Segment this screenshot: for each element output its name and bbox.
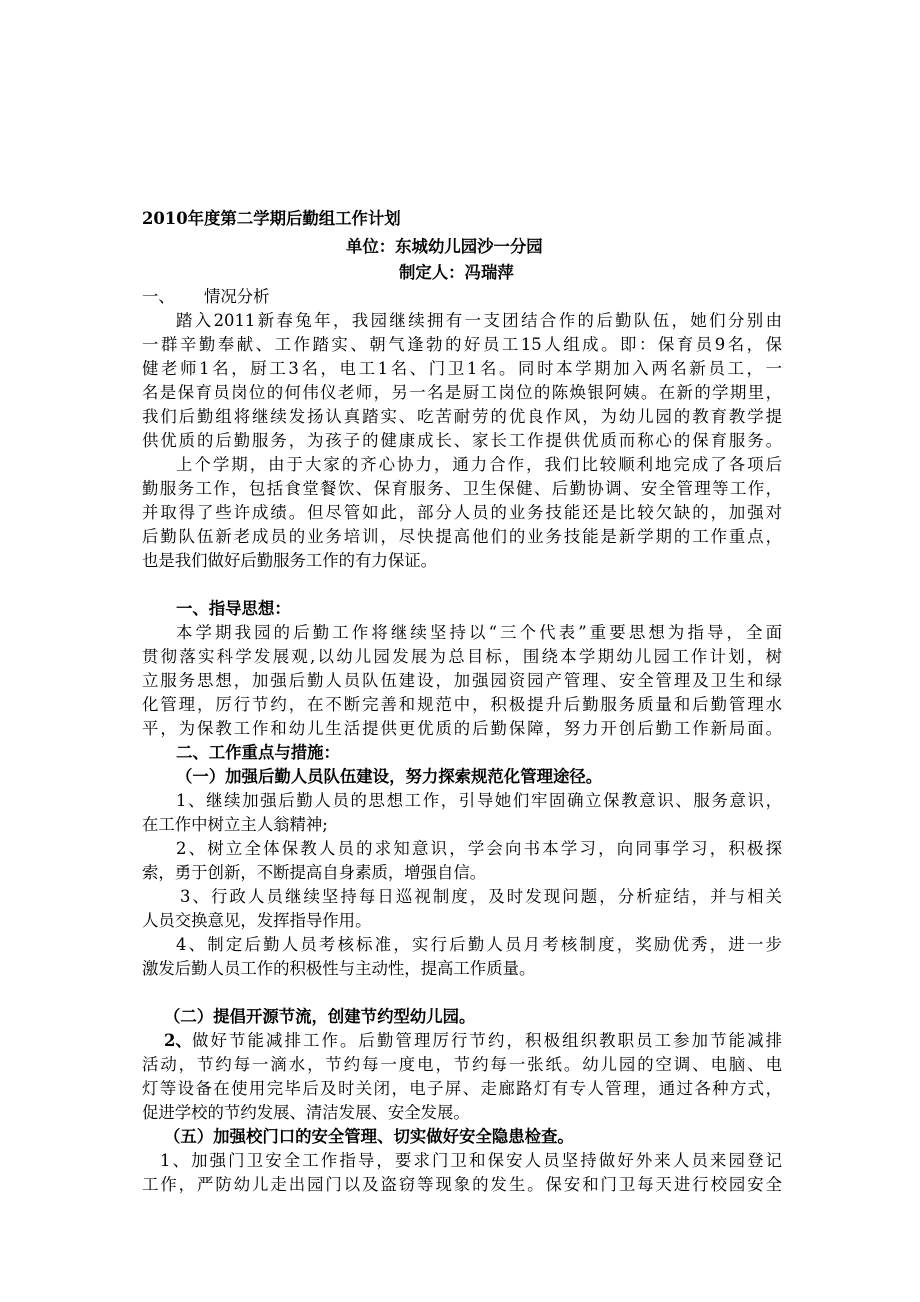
section-title: 情况分析: [204, 287, 270, 306]
list-item-line: 工作，严防幼儿走出园门以及盗窃等现象的发生。保安和门卫每天进行校园安全: [142, 1175, 782, 1194]
paragraph-line: 平，为保教工作和幼儿生活提供更优质的后勤保障，努力开创后勤工作新局面。: [142, 719, 782, 738]
author-line: 制定人：冯瑞萍: [399, 263, 514, 282]
list-item-line: 4、制定后勤人员考核标准，实行后勤人员月考核制度，奖励优秀，进一步: [176, 935, 782, 954]
paragraph-line: 后勤队伍新老成员的业务培训，尽快提高他们的业务技能是新学期的工作重点，: [142, 527, 782, 546]
paragraph-line: 勤服务工作，包括食堂餐饮、保育服务、卫生保健、后勤协调、安全管理等工作，: [142, 479, 782, 498]
paragraph-line: 一群辛勤奉献、工作踏实、朝气逢勃的好员工15人组成。即：保育员9名，保: [142, 335, 782, 354]
list-item-line: 灯等设备在使用完毕后及时关闭，电子屏、走廊路灯有专人管理，通过各种方式，: [142, 1079, 782, 1098]
section-number: 一、: [142, 287, 175, 306]
list-item-line: 人员交换意见，发挥指导作用。: [142, 911, 372, 930]
paragraph-line: 贯彻落实科学发展观,以幼儿园发展为总目标，围绕本学期幼儿园工作计划，树: [142, 647, 782, 666]
paragraph-line: 并取得了些许成绩。但尽管如此，部分人员的业务技能还是比较欠缺的，加强对: [142, 503, 782, 522]
paragraph-line: 本学期我园的后勤工作将继续坚持以“三个代表”重要思想为指导，全面: [176, 623, 782, 642]
list-item-line: 1、继续加强后勤人员的思想工作，引导她们牢固确立保教意识、服务意识，: [176, 791, 782, 810]
list-item-line: 活动，节约每一滴水，节约每一度电，节约每一张纸。幼儿园的空调、电脑、电: [142, 1055, 782, 1074]
subheading-save-resources: （二）提倡开源节流，创建节约型幼儿园。: [164, 1007, 476, 1026]
list-item-number: 2、: [164, 1031, 192, 1050]
list-item-line: 3、行政人员继续坚持每日巡视制度，及时发现问题，分析症结，并与相关: [180, 887, 782, 906]
paragraph-line: 立服务思想，加强后勤人员队伍建设，加强园资园产管理、安全管理及卫生和绿: [142, 671, 782, 690]
paragraph-line: 化管理，厉行节约，在不断完善和规范中，积极提升后勤服务质量和后勤管理水: [142, 695, 782, 714]
list-item-line: 2、树立全体保教人员的求知意识，学会向书本学习，向同事学习，积极探: [176, 839, 782, 858]
paragraph-line: 我们后勤组将继续发扬认真踏实、吃苦耐劳的优良作风，为幼儿园的教育教学提: [142, 407, 782, 426]
heading-focus-measures: 二、工作重点与措施：: [176, 743, 340, 762]
paragraph-line: 名是保育员岗位的何伟仪老师，另一名是厨工岗位的陈焕银阿姨。在新的学期里，: [142, 383, 782, 402]
subheading-team-building: （一）加强后勤人员队伍建设，努力探索规范化管理途径。: [176, 767, 603, 786]
heading-guiding-thought: 一、指导思想：: [176, 599, 291, 618]
paragraph-line: 也是我们做好后勤服务工作的有力保证。: [142, 551, 438, 570]
list-item-line: 在工作中树立主人翁精神;: [142, 815, 328, 834]
paragraph-line: 踏入2011新春兔年，我园继续拥有一支团结合作的后勤队伍，她们分别由: [176, 311, 782, 330]
paragraph-line: 供优质的后勤服务，为孩子的健康成长、家长工作提供优质而称心的保育服务。: [142, 431, 782, 450]
paragraph-line: 健老师1名，厨工3名，电工1名、门卫1名。同时本学期加入两名新员工，一: [142, 359, 782, 378]
unit-line: 单位：东城幼儿园沙一分园: [346, 237, 543, 256]
list-item-line: 索，勇于创新，不断提高自身素质，增强自信。: [142, 863, 487, 882]
list-item-line: 促进学校的节约发展、清洁发展、安全发展。: [142, 1103, 470, 1122]
paragraph-line: 上个学期，由于大家的齐心协力，通力合作，我们比较顺利地完成了各项后: [176, 455, 782, 474]
list-item-line: 做好节能减排工作。后勤管理厉行节约，积极组织教职员工参加节能减排: [192, 1031, 782, 1050]
subheading-gate-safety: （五）加强校门口的安全管理、切实做好安全隐患检查。: [164, 1127, 574, 1146]
list-item-line: 1、加强门卫安全工作指导，要求门卫和保安人员坚持做好外来人员来园登记: [160, 1151, 782, 1170]
list-item-line: 激发后勤人员工作的积极性与主动性，提高工作质量。: [142, 959, 536, 978]
document-title: 2010年度第二学期后勤组工作计划: [142, 209, 401, 228]
